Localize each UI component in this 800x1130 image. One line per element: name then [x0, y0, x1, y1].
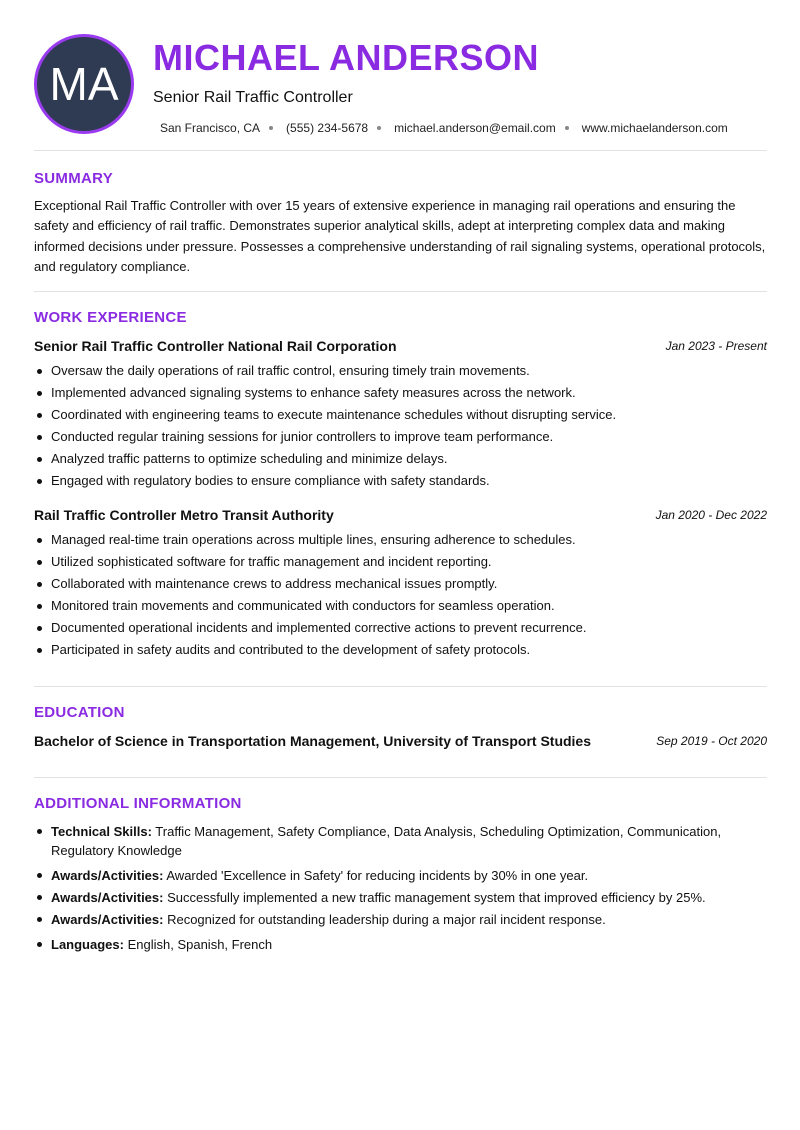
job-title: Rail Traffic Controller Metro Transit Authority — [34, 507, 334, 523]
list-item: Collaborated with maintenance crews to address mechanical issues promptly. — [34, 575, 767, 597]
list-item — [34, 888, 767, 907]
contact-email[interactable]: michael.anderson@email.com — [394, 121, 556, 135]
list-item: Engaged with regulatory bodies to ensure compliance with safety standards. — [34, 472, 767, 494]
info-text: English, Spanish, French — [123, 937, 273, 952]
list-item — [34, 866, 767, 885]
list-item: Analyzed traffic patterns to optimize scheduling and minimize delays. — [34, 450, 767, 472]
candidate-role: Senior Rail Traffic Controller — [153, 89, 353, 106]
info-text: Successfully implemented a new traffic management system that improved efficiency by 25%. — [163, 890, 706, 905]
list-item: Implemented advanced signaling systems to enhance safety measures across the network. — [34, 384, 767, 406]
list-item: Oversaw the daily operations of rail traffic control, ensuring timely train movements. — [34, 362, 767, 384]
avatar-initials: MA — [49, 58, 119, 110]
info-label: Awards/Activities: — [51, 912, 164, 927]
contact-website[interactable]: www.michaelanderson.com — [581, 121, 728, 135]
info-label: Awards/Activities: — [51, 890, 164, 905]
candidate-name: MICHAEL ANDERSON — [153, 37, 540, 78]
list-item: Monitored train movements and communicated with conductors for seamless operation. — [34, 597, 767, 619]
info-label: Awards/Activities: — [51, 868, 164, 883]
avatar — [34, 34, 134, 134]
list-item — [34, 822, 767, 860]
summary-heading: SUMMARY — [34, 170, 114, 187]
divider — [34, 150, 767, 151]
additional-info-heading: ADDITIONAL INFORMATION — [34, 795, 242, 812]
education-dates: Sep 2019 - Oct 2020 — [656, 734, 767, 748]
separator-dot — [565, 126, 569, 130]
info-label: Languages: — [51, 937, 124, 952]
info-text: Awarded 'Excellence in Safety' for reducing incidents by 30% in one year. — [163, 868, 589, 883]
list-item: Utilized sophisticated software for traffic management and incident reporting. — [34, 553, 767, 575]
list-item: Coordinated with engineering teams to execute maintenance schedules without disrupting service. — [34, 406, 767, 428]
list-item: Conducted regular training sessions for junior controllers to improve team performance. — [34, 428, 767, 450]
education-entry — [34, 733, 767, 753]
info-label: Technical Skills: — [51, 824, 152, 839]
list-item: Managed real-time train operations across multiple lines, ensuring adherence to schedules. — [34, 531, 767, 553]
summary-text: Exceptional Rail Traffic Controller with over 15 years of extensive experience in managing rail operations and ensuring the safety and efficiency of rail traffic. Demonstrates superior analytical skills, adept at interpreting complex data and making informed decisions under pressure. Possesses a comprehensive understanding of rail signaling systems, operational protocols, and regulatory compliance. — [34, 198, 766, 274]
list-item: Documented operational incidents and implemented corrective actions to prevent recurrence. — [34, 619, 767, 641]
divider — [34, 291, 767, 292]
separator-dot — [377, 126, 381, 130]
contact-location: San Francisco, CA — [160, 121, 261, 135]
info-text: Recognized for outstanding leadership during a major rail incident response. — [163, 912, 606, 927]
job-dates: Jan 2023 - Present — [665, 339, 767, 353]
divider — [34, 777, 767, 778]
job-bullets — [34, 531, 767, 663]
list-item — [34, 935, 767, 954]
job-header — [34, 338, 767, 358]
divider — [34, 686, 767, 687]
degree: Bachelor of Science in Transportation Management, University of Transport Studies — [34, 733, 592, 749]
job-dates: Jan 2020 - Dec 2022 — [655, 508, 767, 522]
contact-phone[interactable]: (555) 234-5678 — [286, 121, 369, 135]
list-item: Participated in safety audits and contributed to the development of safety protocols. — [34, 641, 767, 663]
job-title: Senior Rail Traffic Controller National Rail Corporation — [34, 338, 397, 354]
additional-info-list — [34, 822, 767, 954]
job-bullets — [34, 362, 767, 494]
list-item — [34, 910, 767, 929]
job-header — [34, 507, 767, 527]
contact-line — [160, 121, 728, 135]
work-experience-heading: WORK EXPERIENCE — [34, 309, 187, 326]
info-text: Traffic Management, Safety Compliance, Data Analysis, Scheduling Optimization, Communication, Regulatory Knowledge — [51, 824, 722, 858]
education-heading: EDUCATION — [34, 704, 125, 721]
separator-dot — [269, 126, 273, 130]
